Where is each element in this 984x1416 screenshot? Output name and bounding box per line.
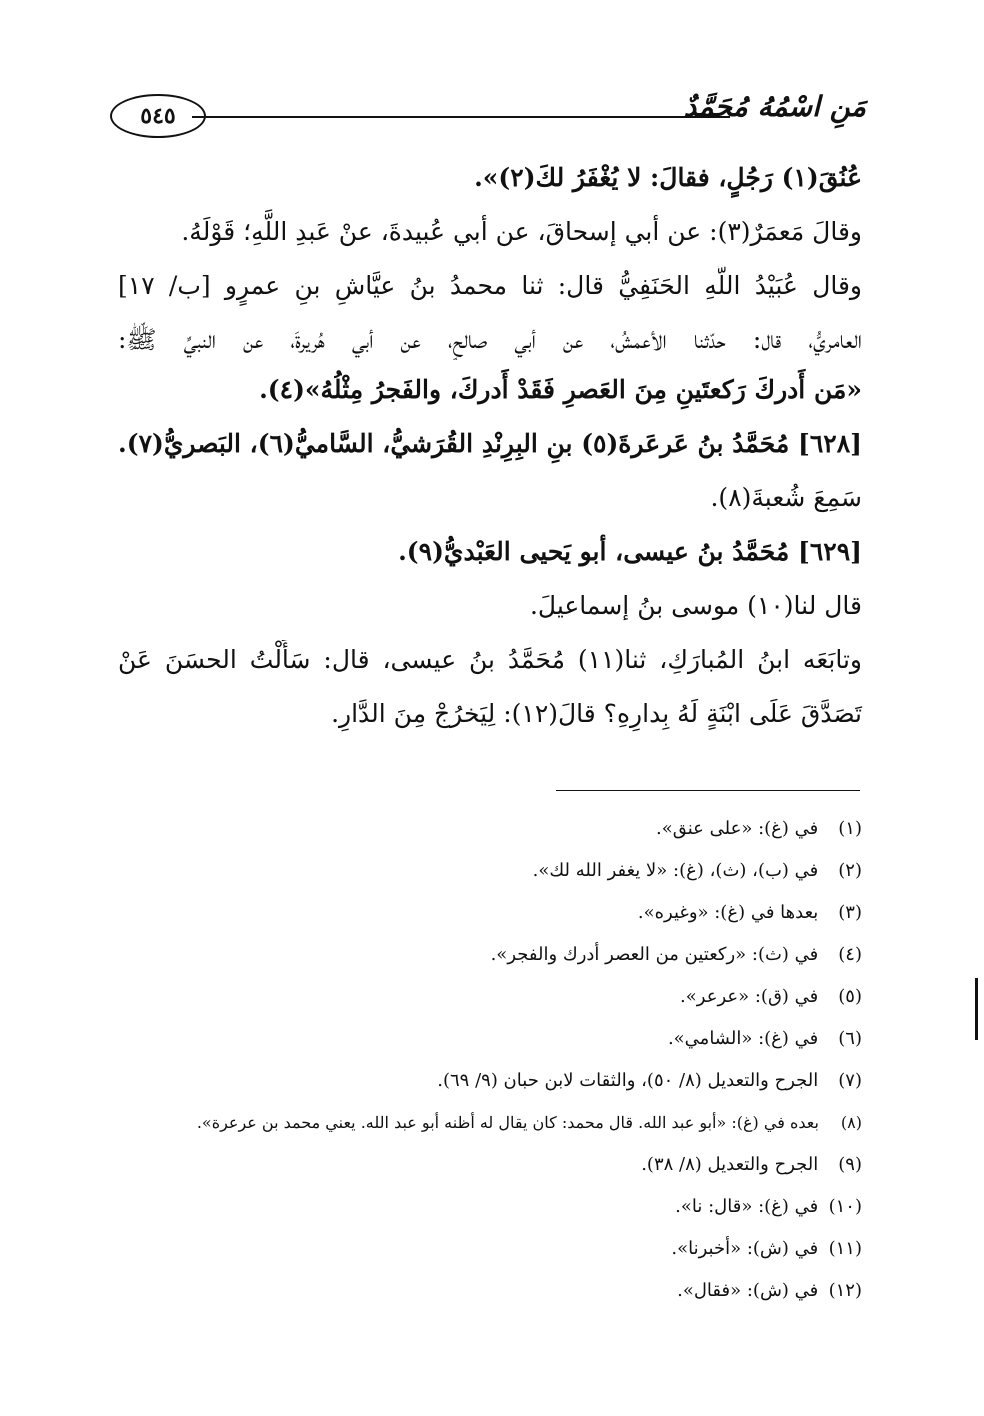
body-line-11: تَصَدَّقَ عَلَى ابْنَةٍ لَهُ بِدارِهِ؟ قالَ(١٢): لِيَخرُجْ مِنَ الدَّارِ. bbox=[331, 699, 862, 728]
footnote-item: (١٢) في (ش): «فقال». bbox=[677, 1280, 862, 1301]
body-line-10: وتابَعَه ابنُ المُبارَكِ، ثنا(١١) مُحَمَّدُ بنُ عيسى، قال: سَأَلْتُ الحسَنَ عَنْ bbox=[118, 645, 862, 674]
footnote-item: (٢) في (ب)، (ث)، (غ): «لا يغفر الله لك». bbox=[532, 860, 862, 881]
footnote-item: (٨) بعده في (غ): «أبو عبد الله. قال محمد: كان يقال له أظنه أبو عبد الله. يعني محمد بن عرعرة». bbox=[196, 1113, 862, 1132]
body-line-2: وقالَ مَعمَرٌ(٣): عن أبي إسحاقَ، عن أبي عُبيدةَ، عنْ عَبدِ اللَّهِ؛ قَوْلَهُ. bbox=[181, 217, 862, 246]
page-number-badge: ٥٤٥ bbox=[110, 94, 206, 138]
footnote-item: (٩) الجرح والتعديل (٨/ ٣٨). bbox=[641, 1154, 862, 1175]
footnote-item: (٧) الجرح والتعديل (٨/ ٥٠)، والثقات لابن حبان (٩/ ٦٩). bbox=[437, 1070, 862, 1091]
running-header-title: مَنِ اسْمُهُ مُحَمَّدٌ bbox=[683, 90, 866, 123]
footnote-item: (٦) في (غ): «الشامي». bbox=[667, 1028, 862, 1049]
body-line-5: «مَن أَدركَ رَكعتَينِ مِنَ العَصرِ فَقَدْ أَدركَ، والفَجرُ مِثْلُهُ»(٤). bbox=[259, 375, 862, 404]
body-line-7: سَمِعَ شُعبةَ(٨). bbox=[710, 483, 862, 512]
body-line-1: عُنُقَ(١) رَجُلٍ، فقالَ: لا يُغْفَرُ لكَ(٢)». bbox=[474, 163, 862, 192]
body-line-3: وقال عُبَيْدُ اللَّهِ الحَنَفِيُّ قال: ثنا محمدُ بنُ عيَّاشِ بنِ عمرٍو [ب/ ١٧] bbox=[118, 271, 862, 300]
footnote-item: (١٠) في (غ): «قال: نا». bbox=[675, 1196, 862, 1217]
footnote-item: (١١) في (ش): «أخبرنا». bbox=[671, 1238, 862, 1259]
footnote-separator bbox=[556, 790, 860, 791]
footnote-item: (٥) في (ق): «عرعر». bbox=[680, 986, 862, 1007]
footnote-item: (٤) في (ث): «ركعتين من العصر أدرك والفجر». bbox=[490, 944, 862, 965]
entry-628-heading: [٦٢٨] مُحَمَّدُ بنُ عَرعَرةَ(٥) بنِ البِرِنْدِ القُرَشيُّ، السَّاميُّ(٦)، البَصريُّ(٧). bbox=[118, 429, 862, 458]
footnote-item: (١) في (غ): «على عنق». bbox=[656, 818, 862, 839]
page-header bbox=[110, 86, 866, 146]
footnote-item: (٣) بعدها في (غ): «وغيره». bbox=[637, 902, 862, 923]
scan-margin-mark bbox=[975, 978, 978, 1040]
entry-629-heading: [٦٢٩] مُحَمَّدُ بنُ عيسى، أبو يَحيى العَبْديُّ(٩). bbox=[398, 537, 862, 566]
body-line-9: قال لنا(١٠) موسى بنُ إسماعيلَ. bbox=[529, 591, 862, 620]
header-rule bbox=[192, 116, 730, 118]
body-line-4: العامريُّ، قال: حدّثنا الأعمشُ، عن أبي صالحٍ، عن أبي هُريرةَ، عن النبيِّ ﷺ: bbox=[118, 325, 862, 354]
